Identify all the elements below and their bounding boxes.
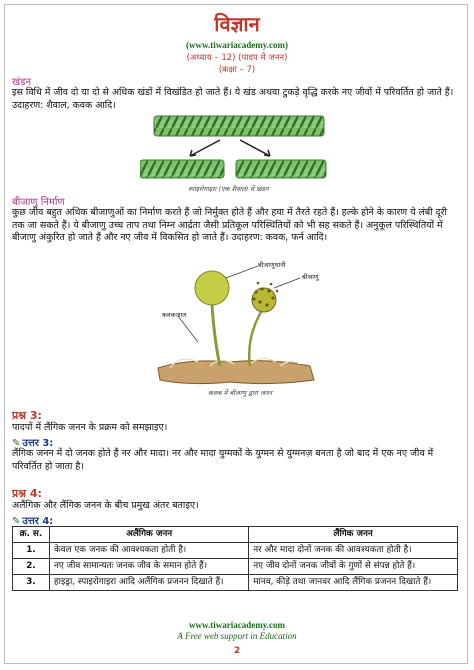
header-serial: क्र. स. bbox=[13, 527, 50, 543]
question-3-label: प्रश्न 3: bbox=[12, 409, 42, 422]
row-asexual: नए जीव सामान्यतः जनक जीव के समान होते हैं। bbox=[50, 559, 249, 575]
fragmentation-caption: स्पाइरोगाइरा (एक शैवाल) में खंडन bbox=[188, 185, 269, 193]
question-3-text: पादपों में लैंगिक जनन के प्रक्रम को समझाइए। bbox=[12, 422, 168, 433]
spore-caption: कवक में बीजाणु द्वारा जनन bbox=[208, 389, 273, 397]
table-row bbox=[13, 575, 458, 591]
question-4-text: अलैंगिक और लैंगिक जनन के बीच प्रमुख अंतर बताइए। bbox=[12, 500, 199, 511]
question-4-label: प्रश्न 4: bbox=[12, 487, 42, 500]
comparison-table bbox=[12, 526, 458, 591]
footer-tagline: A Free web support in Education bbox=[177, 631, 297, 641]
row-sexual: नए जीव दोनों जनक जीवों के गुणों से संपन्न होते हैं। bbox=[249, 559, 458, 575]
site-url[interactable]: (www.tiwariacademy.com) bbox=[186, 40, 288, 50]
row-sexual: मानव, कीड़े तथा जानवर आदि लैंगिक प्रजनन दिखाते हैं। bbox=[249, 575, 458, 591]
hyphae-label: कवकजाल bbox=[162, 311, 187, 319]
sporangium-label: बीजाणुधानी bbox=[258, 261, 286, 269]
header-sexual: लैंगिक जनन bbox=[249, 527, 458, 543]
table-row bbox=[13, 543, 458, 559]
answer-3-text: लैंगिक जनन में दो जनक होते हैं नर और मादा। नर और मादा युग्मकों के युग्मन से युग्मनज़ बनता है जो बाद में एक नए जीव में परिवर्तित हो जाता है। bbox=[12, 448, 434, 472]
fragmentation-text: इस विधि में जीव दो या दो से अधिक खंडों में विखंडित हो जाते हैं। ये खंड अथवा टुकड़े वृद्धि करके नए जीवों में परिवर्तित हो जाते हैं। उदाहरण: शैवाल, कवक आदि। bbox=[12, 87, 454, 111]
row-number: 2. bbox=[13, 559, 50, 575]
footer-site-url[interactable]: www.tiwariacademy.com bbox=[189, 620, 285, 630]
spores-label: बीजाणु bbox=[302, 273, 319, 281]
row-number: 1. bbox=[13, 543, 50, 559]
page-title: विज्ञान bbox=[214, 12, 260, 36]
answer-4-label-text: उत्तर 4: bbox=[22, 516, 54, 527]
answer-4-label bbox=[12, 513, 53, 527]
answer-3-label bbox=[12, 435, 53, 449]
row-asexual: केवल एक जनक की आवश्यकता होती है। bbox=[50, 543, 249, 559]
answer-3-label-text: उत्तर 3: bbox=[22, 438, 54, 449]
spore-formation-heading: बीजाणु निर्माण bbox=[12, 197, 65, 208]
spore-formation-text: कुछ जीव बहुत अधिक बीजाणुओं का निर्माण करते हैं जो निर्मुक्त होते हैं और हवा में तैरते रहते हैं। हल्के होने के कारण ये लंबी दूरी तक जा सकते हैं। ये बीजाणु उच्च ताप तथा निम्न आर्द्रता जैसी प्रतिकूल परिस्थितियों को भी सह सकते हैं। अनुकूल परिस्थितियों में बीजाणु अंकुरित हो जाते हैं और नए जीव में विकसित हो जाते हैं। उदाहरण: कवक, फर्न आदि। bbox=[12, 207, 447, 244]
row-sexual: नर और मादा दोनों जनक की आवश्यकता होती है। bbox=[249, 543, 458, 559]
pencil-icon: ✎ bbox=[12, 438, 21, 449]
spirogyra-fragmentation-illustration bbox=[140, 112, 340, 184]
table-row bbox=[13, 559, 458, 575]
page-number: 2 bbox=[233, 646, 241, 656]
row-asexual: हाइड्रा, स्पाइरोगाइरा आदि अलैंगिक प्रजनन दिखाते हैं। bbox=[50, 575, 249, 591]
header-asexual: अलैंगिक जनन bbox=[50, 527, 249, 543]
class-label: (कक्षा – 7) bbox=[218, 65, 256, 75]
pencil-icon: ✎ bbox=[12, 516, 21, 527]
chapter-label: (अध्याय – 12) (पादप में जनन) bbox=[186, 53, 288, 63]
fragmentation-heading: खंडन bbox=[12, 77, 32, 88]
table-header-row bbox=[13, 527, 458, 543]
row-number: 3. bbox=[13, 575, 50, 591]
